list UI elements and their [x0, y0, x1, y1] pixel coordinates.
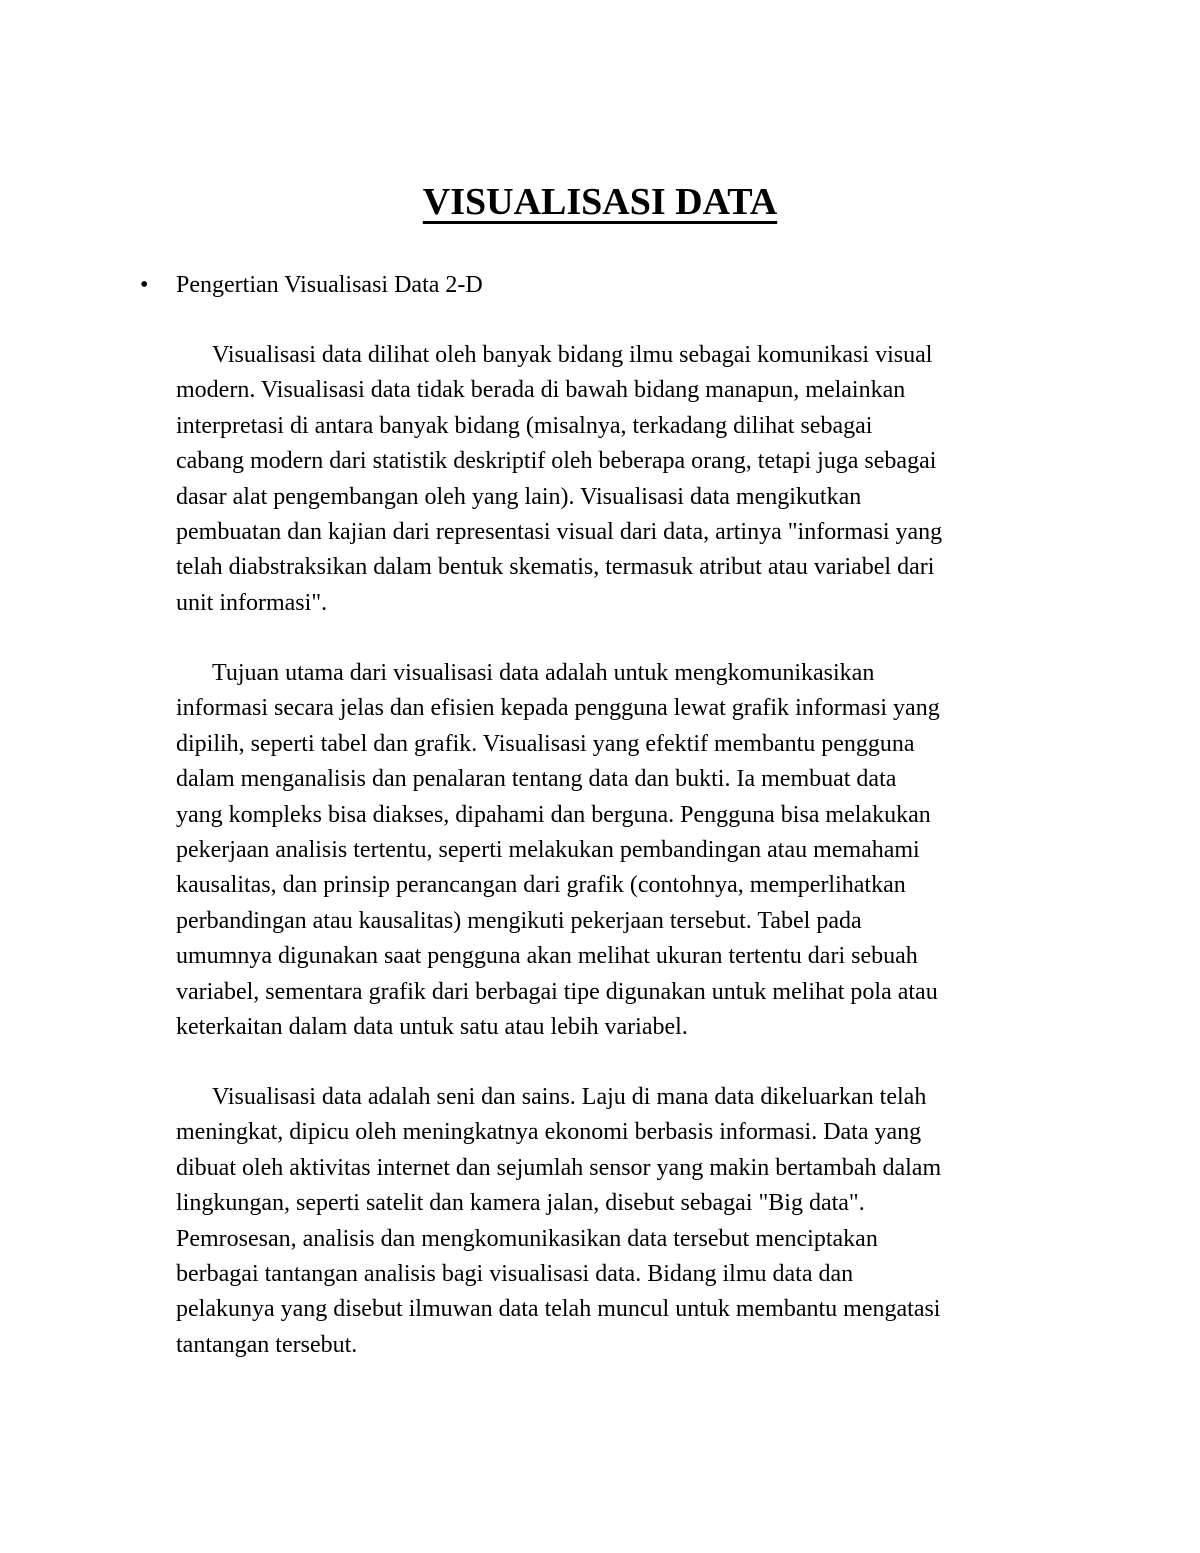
paragraph-line: Pemrosesan, analisis dan mengkomunikasikan data tersebut menciptakan [176, 1225, 878, 1252]
paragraph-line: Visualisasi data adalah seni dan sains. Laju di mana data dikeluarkan telah [212, 1084, 927, 1110]
paragraph-line: keterkaitan dalam data untuk satu atau lebih variabel. [176, 1014, 688, 1041]
paragraph-line: modern. Visualisasi data tidak berada di bawah bidang manapun, melainkan [176, 377, 906, 404]
paragraph-line: lingkungan, seperti satelit dan kamera jalan, disebut sebagai "Big data". [176, 1190, 865, 1217]
paragraph-line: kausalitas, dan prinsip perancangan dari grafik (contohnya, memperlihatkan [176, 872, 906, 899]
paragraph-line: telah diabstraksikan dalam bentuk skematis, termasuk atribut atau variabel dari [176, 554, 935, 581]
bullet-heading: Pengertian Visualisasi Data 2-D [176, 272, 483, 298]
paragraph-2 [176, 656, 1076, 1045]
paragraph-line: dipilih, seperti tabel dan grafik. Visualisasi yang efektif membantu pengguna [176, 730, 915, 757]
document-title [0, 178, 1200, 226]
paragraph-line: pelakunya yang disebut ilmuwan data telah muncul untuk membantu mengatasi [176, 1296, 941, 1323]
paragraph-3 [176, 1080, 1076, 1363]
paragraph-line: cabang modern dari statistik deskriptif oleh beberapa orang, tetapi juga sebagai [176, 448, 937, 475]
paragraph-line: interpretasi di antara banyak bidang (misalnya, terkadang dilihat sebagai [176, 412, 873, 439]
paragraph-1 [176, 338, 1076, 621]
paragraph-line: unit informasi". [176, 589, 328, 616]
paragraph-line: Tujuan utama dari visualisasi data adalah untuk mengkomunikasikan [212, 660, 875, 686]
paragraph-line: meningkat, dipicu oleh meningkatnya ekonomi berbasis informasi. Data yang [176, 1119, 922, 1146]
document-title-text: VISUALISASI DATA [422, 181, 778, 223]
paragraph-line: pekerjaan analisis tertentu, seperti melakukan pembandingan atau memahami [176, 837, 920, 864]
paragraph-line: dibuat oleh aktivitas internet dan sejumlah sensor yang makin bertambah dalam [176, 1154, 942, 1181]
paragraph-line: tantangan tersebut. [176, 1331, 358, 1358]
paragraph-line: dasar alat pengembangan oleh yang lain). Visualisasi data mengikutkan [176, 483, 862, 510]
paragraph-line: dalam menganalisis dan penalaran tentang data dan bukti. Ia membuat data [176, 766, 897, 793]
paragraph-line: yang kompleks bisa diakses, dipahami dan berguna. Pengguna bisa melakukan [176, 801, 931, 828]
paragraph-line: Visualisasi data dilihat oleh banyak bidang ilmu sebagai komunikasi visual [212, 342, 933, 368]
paragraph-line: pembuatan dan kajian dari representasi visual dari data, artinya "informasi yang [176, 519, 943, 546]
bullet-icon: • [140, 272, 149, 298]
paragraph-line: umumnya digunakan saat pengguna akan melihat ukuran tertentu dari sebuah [176, 943, 918, 970]
paragraph-line: variabel, sementara grafik dari berbagai tipe digunakan untuk melihat pola atau [176, 978, 938, 1005]
paragraph-line: perbandingan atau kausalitas) mengikuti pekerjaan tersebut. Tabel pada [176, 907, 862, 934]
paragraph-line: informasi secara jelas dan efisien kepada pengguna lewat grafik informasi yang [176, 695, 940, 722]
paragraph-line: berbagai tantangan analisis bagi visualisasi data. Bidang ilmu data dan [176, 1261, 854, 1288]
